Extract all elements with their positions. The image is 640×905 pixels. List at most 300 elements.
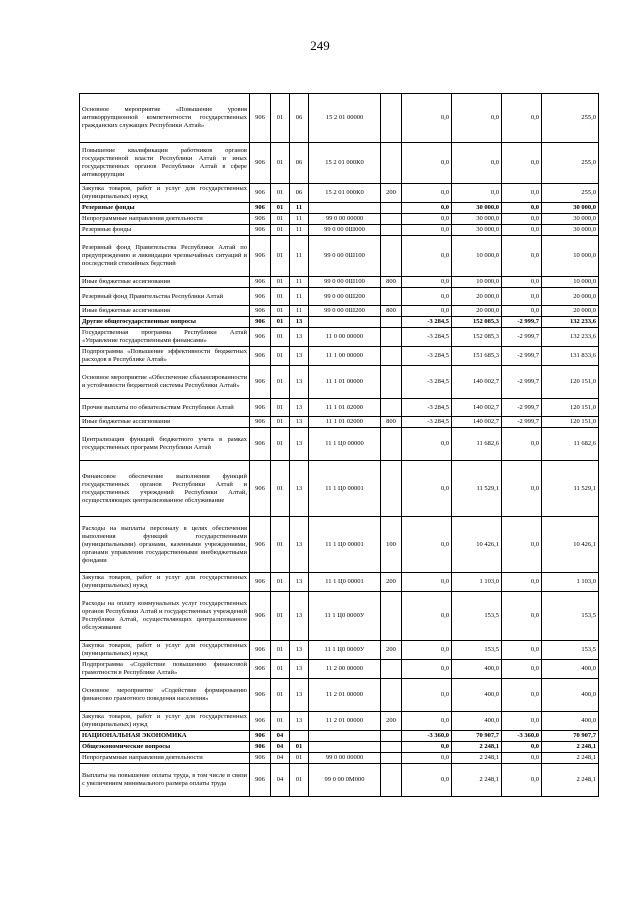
- target-article-code: 11 1 00 00000: [309, 347, 381, 366]
- amount-base: 30 000,0: [452, 225, 502, 236]
- section-code: 01: [271, 428, 290, 461]
- table-row: [80, 428, 599, 461]
- amount-change-2: 0,0: [502, 660, 542, 679]
- amount-total: 132 233,6: [542, 317, 599, 328]
- grbs-code: 906: [250, 214, 271, 225]
- amount-change: 0,0: [402, 306, 452, 317]
- grbs-code: 906: [250, 277, 271, 288]
- amount-total: 2 248,1: [542, 742, 599, 753]
- row-name: Непрограммные направления деятельности: [80, 753, 250, 764]
- target-article-code: 11 1 01 00000: [309, 366, 381, 399]
- section-code: 01: [271, 214, 290, 225]
- subsection-code: 06: [290, 184, 309, 203]
- section-code: 01: [271, 328, 290, 347]
- subsection-code: 11: [290, 277, 309, 288]
- row-name: Иные бюджетные ассигнования: [80, 417, 250, 428]
- amount-change-2: -3 360,0: [502, 731, 542, 742]
- row-name: Основное мероприятие «Обеспечение сбалансированности и устойчивости бюджетной системы Республики Алтай»: [80, 366, 250, 399]
- amount-change-2: 0,0: [502, 143, 542, 184]
- table-row: [80, 399, 599, 417]
- expense-type-code: 200: [381, 641, 402, 660]
- expense-type-code: [381, 225, 402, 236]
- amount-total: 131 833,6: [542, 347, 599, 366]
- section-code: 04: [271, 731, 290, 742]
- grbs-code: 906: [250, 592, 271, 641]
- amount-base: 20 000,0: [452, 288, 502, 306]
- table-row: [80, 277, 599, 288]
- subsection-code: 11: [290, 288, 309, 306]
- amount-change: 0,0: [402, 517, 452, 573]
- table-row: [80, 94, 599, 143]
- amount-total: 20 000,0: [542, 306, 599, 317]
- table-row: [80, 214, 599, 225]
- section-code: 01: [271, 288, 290, 306]
- expense-type-code: [381, 203, 402, 214]
- amount-change-2: -2 999,7: [502, 328, 542, 347]
- row-name: Закупка товаров, работ и услуг для государственных (муниципальных) нужд: [80, 184, 250, 203]
- amount-change-2: 0,0: [502, 214, 542, 225]
- target-article-code: 11 1 Ц0 00001: [309, 517, 381, 573]
- subsection-code: 13: [290, 461, 309, 517]
- expense-type-code: 100: [381, 517, 402, 573]
- amount-change: 0,0: [402, 660, 452, 679]
- amount-total: 400,0: [542, 679, 599, 712]
- amount-change: 0,0: [402, 428, 452, 461]
- amount-total: 10 426,1: [542, 517, 599, 573]
- amount-base: 140 002,7: [452, 399, 502, 417]
- amount-base: 0,0: [452, 94, 502, 143]
- subsection-code: [290, 731, 309, 742]
- row-name: Иные бюджетные ассигнования: [80, 306, 250, 317]
- row-name: Закупка товаров, работ и услуг для государственных (муниципальных) нужд: [80, 641, 250, 660]
- amount-change: -3 284,5: [402, 417, 452, 428]
- row-name: Резервные фонды: [80, 225, 250, 236]
- row-name: Централизация функций бюджетного учета в рамках государственных программ Республики Алтай: [80, 428, 250, 461]
- expense-type-code: [381, 94, 402, 143]
- table-row: [80, 679, 599, 712]
- amount-base: 0,0: [452, 143, 502, 184]
- row-name: НАЦИОНАЛЬНАЯ ЭКОНОМИКА: [80, 731, 250, 742]
- amount-change-2: 0,0: [502, 712, 542, 731]
- subsection-code: 01: [290, 753, 309, 764]
- subsection-code: 01: [290, 764, 309, 797]
- grbs-code: 906: [250, 399, 271, 417]
- table-row: [80, 203, 599, 214]
- target-article-code: 11 1 Ц0 0000У: [309, 641, 381, 660]
- section-code: 04: [271, 764, 290, 797]
- section-code: 01: [271, 277, 290, 288]
- table-row: [80, 143, 599, 184]
- section-code: 01: [271, 679, 290, 712]
- target-article-code: 11 0 00 00000: [309, 328, 381, 347]
- row-name: Иные бюджетные ассигнования: [80, 277, 250, 288]
- amount-total: 255,0: [542, 184, 599, 203]
- row-name: Подпрограмма «Содействие повышению финансовой грамотности в Республике Алтай»: [80, 660, 250, 679]
- row-name: Другие общегосударственные вопросы: [80, 317, 250, 328]
- amount-total: 30 000,0: [542, 214, 599, 225]
- target-article-code: 99 0 00 0Ш200: [309, 306, 381, 317]
- amount-base: 2 248,1: [452, 764, 502, 797]
- expense-type-code: [381, 288, 402, 306]
- amount-base: 152 085,3: [452, 317, 502, 328]
- amount-base: 400,0: [452, 712, 502, 731]
- table-row: [80, 517, 599, 573]
- subsection-code: 13: [290, 428, 309, 461]
- amount-base: 30 000,0: [452, 203, 502, 214]
- section-code: 01: [271, 184, 290, 203]
- grbs-code: 906: [250, 288, 271, 306]
- amount-total: 1 103,0: [542, 573, 599, 592]
- section-code: 01: [271, 236, 290, 277]
- grbs-code: 906: [250, 731, 271, 742]
- grbs-code: 906: [250, 712, 271, 731]
- table-row: [80, 225, 599, 236]
- amount-change-2: 0,0: [502, 679, 542, 712]
- row-name: Основное мероприятие «Содействие формированию финансово грамотного поведения населения»: [80, 679, 250, 712]
- expense-type-code: [381, 366, 402, 399]
- amount-change-2: 0,0: [502, 288, 542, 306]
- section-code: 04: [271, 742, 290, 753]
- section-code: 01: [271, 712, 290, 731]
- amount-change-2: -2 999,7: [502, 399, 542, 417]
- subsection-code: 13: [290, 328, 309, 347]
- subsection-code: 06: [290, 94, 309, 143]
- grbs-code: 906: [250, 641, 271, 660]
- table-row: [80, 366, 599, 399]
- section-code: 01: [271, 225, 290, 236]
- section-code: 01: [271, 461, 290, 517]
- amount-change-2: -2 999,7: [502, 417, 542, 428]
- amount-change-2: -2 999,7: [502, 317, 542, 328]
- target-article-code: 11 1 Ц0 00001: [309, 573, 381, 592]
- amount-change: 0,0: [402, 742, 452, 753]
- amount-total: 2 248,1: [542, 764, 599, 797]
- amount-change-2: 0,0: [502, 277, 542, 288]
- expense-type-code: 800: [381, 306, 402, 317]
- amount-change-2: 0,0: [502, 461, 542, 517]
- row-name: Резервный фонд Правительства Республики Алтай: [80, 288, 250, 306]
- table-row: [80, 417, 599, 428]
- section-code: 01: [271, 417, 290, 428]
- amount-base: 153,5: [452, 592, 502, 641]
- table-row: [80, 742, 599, 753]
- target-article-code: 11 1 Ц0 00000: [309, 428, 381, 461]
- amount-total: 400,0: [542, 712, 599, 731]
- target-article-code: 99 0 00 0Ш100: [309, 236, 381, 277]
- grbs-code: 906: [250, 317, 271, 328]
- amount-change-2: 0,0: [502, 428, 542, 461]
- subsection-code: 13: [290, 347, 309, 366]
- grbs-code: 906: [250, 236, 271, 277]
- amount-change: 0,0: [402, 236, 452, 277]
- row-name: Финансовое обеспечение выполнения функций государственных органов Республики Алтай и государственных учреждений Республики Алтай, осуществляющих централизованное обслуживание: [80, 461, 250, 517]
- budget-table: [79, 93, 599, 797]
- expense-type-code: 200: [381, 573, 402, 592]
- amount-base: 0,0: [452, 184, 502, 203]
- target-article-code: 99 0 00 00000: [309, 753, 381, 764]
- amount-change-2: -2 999,7: [502, 366, 542, 399]
- section-code: 01: [271, 399, 290, 417]
- amount-change-2: 0,0: [502, 236, 542, 277]
- amount-base: 1 103,0: [452, 573, 502, 592]
- expense-type-code: [381, 317, 402, 328]
- row-name: Закупка товаров, работ и услуг для государственных (муниципальных) нужд: [80, 573, 250, 592]
- row-name: Непрограммные направления деятельности: [80, 214, 250, 225]
- target-article-code: [309, 203, 381, 214]
- amount-change: 0,0: [402, 764, 452, 797]
- amount-change: 0,0: [402, 288, 452, 306]
- expense-type-code: 800: [381, 417, 402, 428]
- amount-base: 10 426,1: [452, 517, 502, 573]
- row-name: Резервные фонды: [80, 203, 250, 214]
- target-article-code: 11 1 Ц0 0000У: [309, 592, 381, 641]
- target-article-code: 15 2 01 000К0: [309, 184, 381, 203]
- subsection-code: 13: [290, 573, 309, 592]
- target-article-code: [309, 731, 381, 742]
- subsection-code: 13: [290, 366, 309, 399]
- expense-type-code: [381, 753, 402, 764]
- grbs-code: 906: [250, 328, 271, 347]
- amount-change-2: 0,0: [502, 573, 542, 592]
- amount-change-2: 0,0: [502, 306, 542, 317]
- section-code: 01: [271, 203, 290, 214]
- expense-type-code: [381, 592, 402, 641]
- target-article-code: 11 2 00 00000: [309, 660, 381, 679]
- target-article-code: 99 0 00 00000: [309, 214, 381, 225]
- grbs-code: 906: [250, 417, 271, 428]
- subsection-code: 13: [290, 592, 309, 641]
- amount-change: 0,0: [402, 679, 452, 712]
- subsection-code: 13: [290, 679, 309, 712]
- amount-base: 20 000,0: [452, 306, 502, 317]
- target-article-code: 11 2 01 00000: [309, 679, 381, 712]
- amount-total: 120 151,0: [542, 399, 599, 417]
- target-article-code: 11 2 01 00000: [309, 712, 381, 731]
- target-article-code: [309, 317, 381, 328]
- expense-type-code: 200: [381, 712, 402, 731]
- amount-change-2: 0,0: [502, 764, 542, 797]
- table-row: [80, 712, 599, 731]
- amount-total: 255,0: [542, 143, 599, 184]
- expense-type-code: 800: [381, 277, 402, 288]
- expense-type-code: [381, 428, 402, 461]
- section-code: 01: [271, 660, 290, 679]
- table-row: [80, 184, 599, 203]
- amount-base: 10 000,0: [452, 236, 502, 277]
- expense-type-code: [381, 214, 402, 225]
- subsection-code: 13: [290, 712, 309, 731]
- amount-change: -3 284,5: [402, 328, 452, 347]
- row-name: Повышение квалификации работников органов государственной власти Республики Алтай и иных государственных органов Республики Алтай в сфере антикоррупции: [80, 143, 250, 184]
- expense-type-code: [381, 236, 402, 277]
- amount-base: 2 248,1: [452, 742, 502, 753]
- amount-change-2: 0,0: [502, 641, 542, 660]
- amount-total: 30 000,0: [542, 225, 599, 236]
- amount-change: 0,0: [402, 573, 452, 592]
- table-row: [80, 461, 599, 517]
- table-row: [80, 592, 599, 641]
- target-article-code: 15 2 01 000К0: [309, 143, 381, 184]
- table-row: [80, 753, 599, 764]
- amount-total: 120 151,0: [542, 417, 599, 428]
- subsection-code: 13: [290, 517, 309, 573]
- grbs-code: 906: [250, 517, 271, 573]
- amount-base: 2 248,1: [452, 753, 502, 764]
- section-code: 01: [271, 143, 290, 184]
- subsection-code: 11: [290, 225, 309, 236]
- amount-change: 0,0: [402, 712, 452, 731]
- subsection-code: 01: [290, 742, 309, 753]
- subsection-code: 11: [290, 203, 309, 214]
- table-row: [80, 764, 599, 797]
- target-article-code: 99 0 00 0М000: [309, 764, 381, 797]
- target-article-code: 15 2 01 00000: [309, 94, 381, 143]
- table-row: [80, 328, 599, 347]
- target-article-code: 99 0 00 0Ш200: [309, 288, 381, 306]
- grbs-code: 906: [250, 428, 271, 461]
- section-code: 01: [271, 641, 290, 660]
- amount-total: 11 529,1: [542, 461, 599, 517]
- budget-table-body: [80, 94, 599, 797]
- section-code: 01: [271, 317, 290, 328]
- section-code: 04: [271, 753, 290, 764]
- expense-type-code: [381, 143, 402, 184]
- row-name: Прочие выплаты по обязательствам Республики Алтай: [80, 399, 250, 417]
- amount-base: 153,5: [452, 641, 502, 660]
- grbs-code: 906: [250, 679, 271, 712]
- row-name: Расходы на оплату коммунальных услуг государственных органов Республики Алтай и государственных учреждений Республики Алтай, осуществляющих централизованное обслуживание: [80, 592, 250, 641]
- amount-total: 30 000,0: [542, 203, 599, 214]
- amount-change-2: 0,0: [502, 203, 542, 214]
- section-code: 01: [271, 592, 290, 641]
- grbs-code: 906: [250, 461, 271, 517]
- amount-change: 0,0: [402, 277, 452, 288]
- amount-change-2: 0,0: [502, 184, 542, 203]
- amount-base: 11 682,6: [452, 428, 502, 461]
- row-name: Расходы на выплаты персоналу в целях обеспечения выполнения функций государственными (муниципальными) органами, казенными учреждениями, органами управления государственными внебюджетными фондами: [80, 517, 250, 573]
- expense-type-code: [381, 347, 402, 366]
- amount-base: 10 000,0: [452, 277, 502, 288]
- amount-base: 70 907,7: [452, 731, 502, 742]
- amount-change-2: 0,0: [502, 517, 542, 573]
- amount-change: -3 284,5: [402, 347, 452, 366]
- subsection-code: 06: [290, 143, 309, 184]
- amount-base: 11 529,1: [452, 461, 502, 517]
- subsection-code: 11: [290, 214, 309, 225]
- amount-change-2: 0,0: [502, 94, 542, 143]
- amount-change: 0,0: [402, 94, 452, 143]
- amount-change: -3 284,5: [402, 317, 452, 328]
- subsection-code: 13: [290, 641, 309, 660]
- grbs-code: 906: [250, 203, 271, 214]
- section-code: 01: [271, 306, 290, 317]
- amount-total: 2 248,1: [542, 753, 599, 764]
- row-name: Основное мероприятие «Повышение уровня антикоррупционной компетентности государственных гражданских служащих Республики Алтай»: [80, 94, 250, 143]
- table-row: [80, 731, 599, 742]
- amount-base: 400,0: [452, 660, 502, 679]
- amount-change: 0,0: [402, 641, 452, 660]
- amount-base: 400,0: [452, 679, 502, 712]
- amount-change: 0,0: [402, 225, 452, 236]
- amount-change: 0,0: [402, 461, 452, 517]
- row-name: Выплаты на повышение оплаты труда, в том числе в связи с увеличением минимального размера оплаты труда: [80, 764, 250, 797]
- table-row: [80, 236, 599, 277]
- amount-total: 400,0: [542, 660, 599, 679]
- amount-change: 0,0: [402, 214, 452, 225]
- amount-total: 132 233,6: [542, 328, 599, 347]
- subsection-code: 13: [290, 399, 309, 417]
- table-row: [80, 288, 599, 306]
- grbs-code: 906: [250, 764, 271, 797]
- expense-type-code: [381, 764, 402, 797]
- amount-change: 0,0: [402, 592, 452, 641]
- amount-change-2: 0,0: [502, 742, 542, 753]
- grbs-code: 906: [250, 347, 271, 366]
- table-row: [80, 347, 599, 366]
- target-article-code: 99 0 00 0Ш000: [309, 225, 381, 236]
- table-row: [80, 641, 599, 660]
- subsection-code: 13: [290, 417, 309, 428]
- row-name: Государственная программа Республики Алтай «Управление государственными финансами»: [80, 328, 250, 347]
- amount-change: -3 284,5: [402, 399, 452, 417]
- table-row: [80, 660, 599, 679]
- amount-total: 120 151,0: [542, 366, 599, 399]
- amount-change: 0,0: [402, 203, 452, 214]
- expense-type-code: [381, 328, 402, 347]
- expense-type-code: [381, 461, 402, 517]
- amount-total: 10 000,0: [542, 236, 599, 277]
- table-row: [80, 573, 599, 592]
- section-code: 01: [271, 366, 290, 399]
- amount-total: 11 682,6: [542, 428, 599, 461]
- amount-total: 255,0: [542, 94, 599, 143]
- amount-change: 0,0: [402, 753, 452, 764]
- row-name: Подпрограмма «Повышение эффективности бюджетных расходов в Республике Алтай»: [80, 347, 250, 366]
- amount-total: 153,5: [542, 592, 599, 641]
- subsection-code: 11: [290, 306, 309, 317]
- amount-total: 20 000,0: [542, 288, 599, 306]
- table-row: [80, 306, 599, 317]
- target-article-code: 11 1 Ц0 00001: [309, 461, 381, 517]
- page-number: 249: [310, 38, 330, 53]
- amount-base: 140 002,7: [452, 366, 502, 399]
- grbs-code: 906: [250, 184, 271, 203]
- amount-change: 0,0: [402, 143, 452, 184]
- target-article-code: 11 1 01 02000: [309, 417, 381, 428]
- grbs-code: 906: [250, 306, 271, 317]
- amount-change-2: -2 999,7: [502, 347, 542, 366]
- amount-change-2: 0,0: [502, 592, 542, 641]
- expense-type-code: 200: [381, 184, 402, 203]
- section-code: 01: [271, 94, 290, 143]
- section-code: 01: [271, 573, 290, 592]
- amount-total: 70 907,7: [542, 731, 599, 742]
- expense-type-code: [381, 660, 402, 679]
- target-article-code: [309, 742, 381, 753]
- target-article-code: 99 0 00 0Ш100: [309, 277, 381, 288]
- amount-base: 140 002,7: [452, 417, 502, 428]
- grbs-code: 906: [250, 742, 271, 753]
- amount-base: 152 085,3: [452, 328, 502, 347]
- section-code: 01: [271, 347, 290, 366]
- grbs-code: 906: [250, 660, 271, 679]
- amount-total: 153,5: [542, 641, 599, 660]
- expense-type-code: [381, 399, 402, 417]
- row-name: Резервный фонд Правительства Республики Алтай по предупреждению и ликвидации чрезвычайных ситуаций и последствий стихийных бедствий: [80, 236, 250, 277]
- grbs-code: 906: [250, 143, 271, 184]
- grbs-code: 906: [250, 753, 271, 764]
- amount-base: 30 000,0: [452, 214, 502, 225]
